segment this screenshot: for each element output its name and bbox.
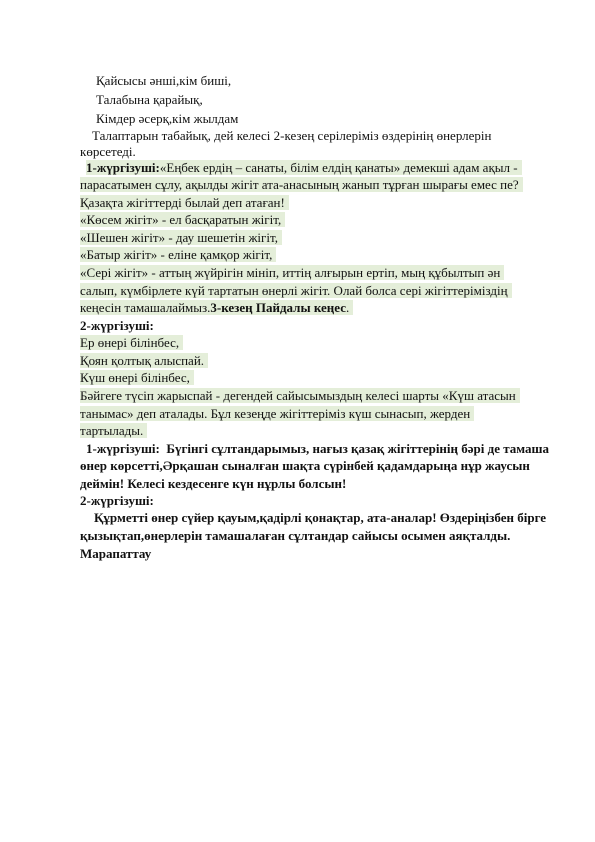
p1-speaker: 1-жүргізуші: — [86, 160, 160, 175]
p3-speaker: 1-жүргізуші: — [86, 441, 160, 456]
p2-speaker: 2-жүргізуші: — [80, 318, 154, 333]
p1-line: парасатымен сұлу, ақылды жігіт ата-анасының жанып тұрған шырағы емес пе? — [80, 177, 523, 193]
p2-line: Қоян қолтық алыспай. — [80, 353, 208, 369]
p2-line: Ер өнері білінбес, — [80, 335, 183, 351]
poem-line-3: Кімдер әсерқ,кім жылдам — [96, 111, 239, 126]
p1-first-line-text: «Еңбек ердің – санаты, білім елдің қанаты» демекші адам ақыл - — [159, 160, 518, 175]
p1-last-line: кеңесін тамашалаймыз.3-кезең Пайдалы кеңес. — [80, 300, 353, 316]
stage-3-title: 3-кезең Пайдалы кеңес — [210, 300, 346, 315]
closing-awards: Марапаттау — [80, 546, 152, 561]
p3-first-line: 1-жүргізуші: Бүгінгі сұлтандарымыз, нағыз қазақ жігіттерінің бәрі де тамаша — [86, 441, 550, 456]
p3-line: деймін! Келесі кездесенге күн нұрлы болсын! — [80, 476, 347, 491]
poem-line-2: Талабына қарайық, — [96, 92, 203, 107]
p1-last-text: кеңесін тамашалаймыз. — [80, 300, 211, 315]
poem-line-1: Қайсысы әнші,кім биші, — [96, 73, 232, 88]
p2-line: Күш өнері білінбес, — [80, 370, 194, 386]
p2-line: тартылады. — [80, 423, 147, 439]
p1-line: «Шешен жігіт» - дау шешетін жігіт, — [80, 230, 282, 246]
intro-line-2: көрсетеді. — [80, 144, 136, 159]
p1-line: «Көсем жігіт» - ел басқаратын жігіт, — [80, 212, 285, 228]
p1-line: «Батыр жігіт» - еліне қамқор жігіт, — [80, 247, 276, 263]
p1-first-line — [86, 160, 522, 176]
p4-speaker: 2-жүргізуші: — [80, 493, 154, 508]
p3-line: өнер көрсетті,Әрқашан сыналған шақта сүрінбей қадамдарыңа нұр жаусын — [80, 458, 530, 473]
p1-line: Қазақта жігіттерді былай деп атаған! — [80, 195, 289, 211]
p4-line: қызықтап,өнерлерін тамашалаған сұлтандар сайысы осымен аяқталды. — [80, 528, 511, 543]
p4-line: Құрметті өнер сүйер қауым,қадірлі қонақтар, ата-аналар! Өздеріңізбен бірге — [94, 510, 547, 525]
p2-line: Бәйгеге түсіп жарыспай - дегендей сайысымыздың келесі шарты «Күш атасын — [80, 388, 520, 404]
p2-line: танымас» деп аталады. Бұл кезеңде жігіттеріміз күш сынасып, жерден — [80, 406, 474, 422]
intro-line-1: Талаптарын табайық, дей келесі 2-кезең серілеріміз өздерінің өнерлерін — [92, 128, 492, 143]
p1-line: салып, күмбірлете күй тартатын өнерлі жігіт. Олай болса сері жігіттеріміздің — [80, 283, 512, 299]
p1-line: «Сері жігіт» - аттың жүйрігін мініп, иттің алғырын ертіп, мың құбылтып ән — [80, 265, 504, 281]
